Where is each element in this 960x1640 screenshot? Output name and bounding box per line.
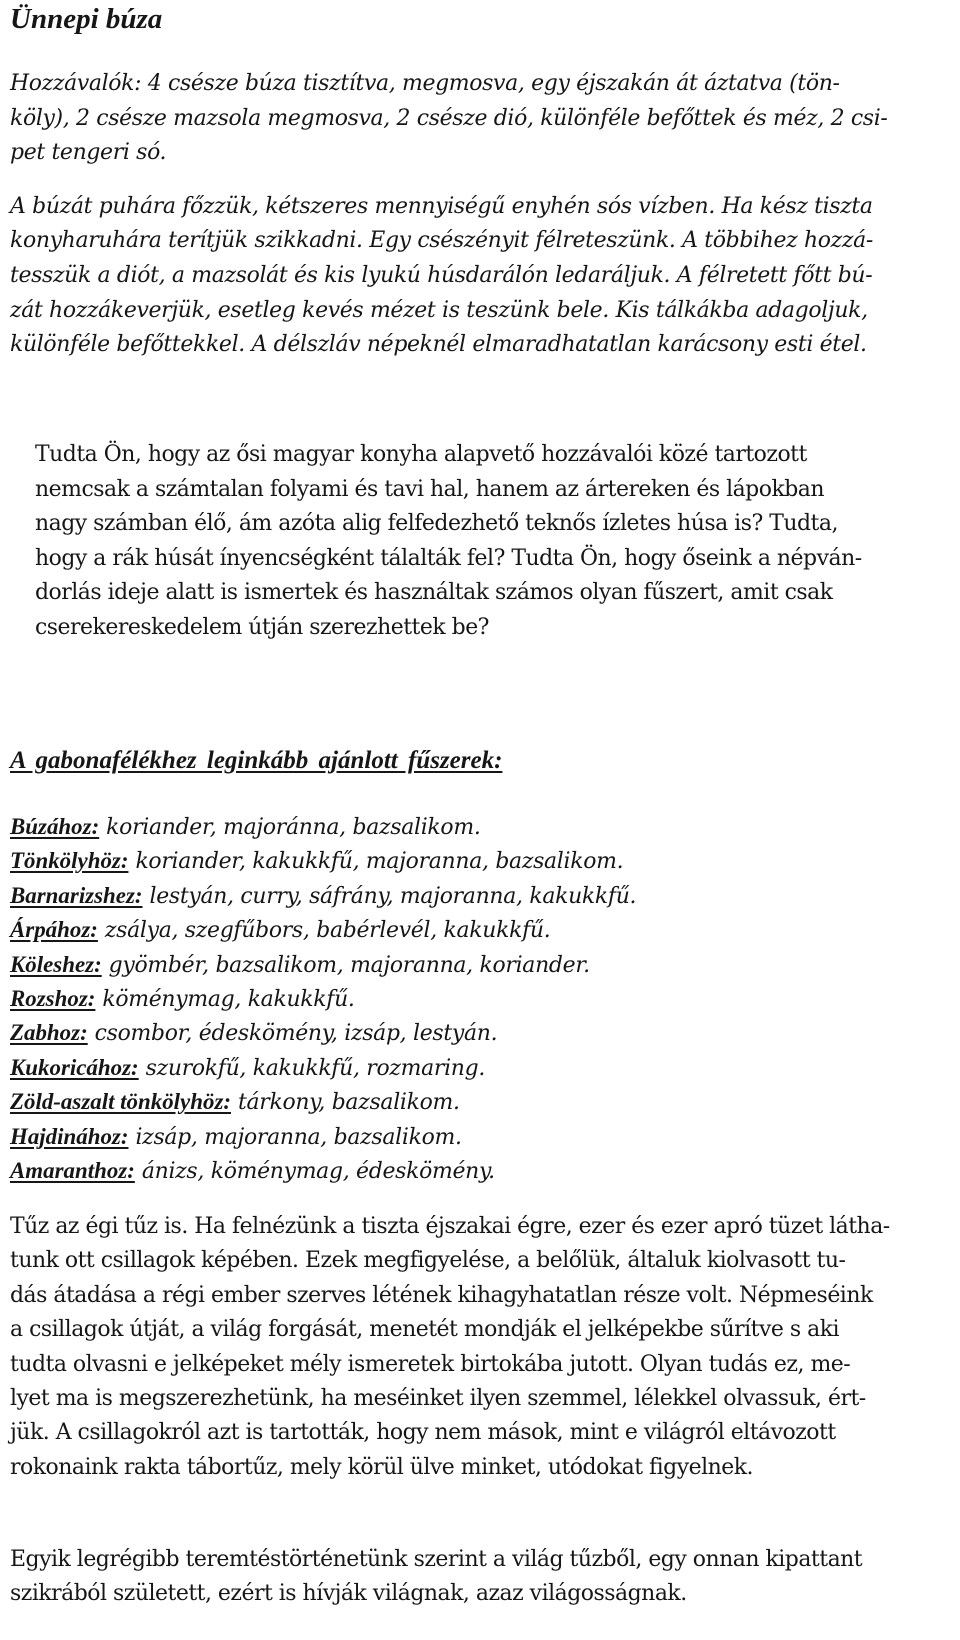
genesis-paragraph — [10, 1543, 960, 1612]
paragraph-line: szikrából született, ezért is hívják világnak, azaz világosságnak. — [10, 1581, 687, 1607]
method-line: zát hozzákeverjük, esetleg kevés mézet is teszünk bele. Kis tálkákba adagoljuk, — [10, 297, 868, 323]
recipe-text — [10, 67, 960, 363]
paragraph-line: rokonaink rakta tábortűz, mely körül ülve minket, utódokat figyelnek. — [10, 1454, 754, 1480]
recipe-title: Ünnepi búza — [10, 3, 163, 35]
paragraph-gap — [10, 171, 960, 190]
grain-name: Rozshoz: — [10, 986, 96, 1012]
spice-item — [10, 879, 636, 913]
spice-values: koriander, majoránna, bazsalikom. — [106, 815, 481, 840]
spice-values: ánizs, köménymag, édeskömény. — [141, 1159, 495, 1185]
paragraph-line: hogy a rák húsát ínyencségként tálalták fel? Tudta Ön, hogy őseink a népván- — [35, 545, 862, 571]
spice-item — [10, 1120, 636, 1154]
spice-values: koriander, kakukkfű, majoranna, bazsalikom. — [135, 849, 624, 875]
ingredients-line: köly), 2 csésze mazsola megmosva, 2 csésze dió, különféle befőttek és méz, 2 csi- — [10, 105, 888, 131]
did-you-know-paragraph — [35, 438, 955, 645]
paragraph-line: tunk ott csillagok képében. Ezek megfigyelése, a belőlük, általuk kiolvasott tu- — [10, 1248, 846, 1274]
grain-name: Kukoricához: — [10, 1054, 139, 1080]
spice-list — [10, 810, 638, 1188]
paragraph-line: nemcsak a számtalan folyami és tavi hal, hanem az ártereken és lápokban — [35, 476, 825, 502]
grain-name: Tönkölyhöz: — [10, 848, 129, 874]
paragraph-line: Tűz az égi tűz is. Ha felnézünk a tiszta éjszakai égre, ezer és ezer apró tüzet látha- — [10, 1214, 890, 1239]
paragraph-line: tudta olvasni e jelképeket mély ismeretek birtokába jutott. Olyan tudás ez, me- — [10, 1351, 851, 1377]
spice-item — [10, 1051, 636, 1085]
paragraph-line: Egyik legrégibb teremtéstörténetünk szerint a világ tűzből, egy onnan kipattant — [10, 1547, 863, 1572]
paragraph-line: nagy számban élő, ám azóta alig felfedezhető teknős ízletes húsa is? Tudta, — [35, 511, 838, 536]
paragraph-line: dorlás ideje alatt is ismertek és használtak számos olyan fűszert, amit csak — [35, 580, 833, 605]
method-line: különféle befőttekkel. A délszláv népeknél elmaradhatatlan karácsony esti étel. — [10, 332, 867, 358]
ingredients-line: pet tengeri só. — [10, 140, 167, 166]
grain-name: Amaranthoz: — [10, 1158, 135, 1184]
spice-values: szurokfű, kakukkfű, rozmaring. — [145, 1055, 486, 1081]
method-line: A búzát puhára főzzük, kétszeres mennyiségű enyhén sós vízben. Ha kész tiszta — [10, 193, 873, 219]
grain-name: Köleshez: — [10, 951, 102, 977]
method-line: tesszük a diót, a mazsolát és kis lyukú húsdarálón ledaráljuk. A félretett főtt bú- — [10, 262, 873, 288]
spice-item — [10, 1085, 636, 1119]
grain-name: Hajdinához: — [10, 1123, 129, 1149]
paragraph-line: lyet ma is megszerezhetünk, ha meséinket ilyen szemmel, lélekkel olvassuk, ért- — [10, 1386, 866, 1412]
spice-item — [10, 810, 636, 844]
grain-name: Barnarizshez: — [10, 882, 143, 908]
ingredients-line: Hozzávalók: 4 csésze búza tisztítva, megmosva, egy éjszakán át áztatva (tön- — [10, 71, 840, 96]
paragraph-line: cserekereskedelem útján szerezhettek be? — [35, 614, 489, 640]
spice-item — [10, 1016, 636, 1050]
spice-item — [10, 982, 636, 1016]
fire-paragraph — [10, 1210, 960, 1485]
grain-name: Árpához: — [10, 917, 98, 943]
spice-values: izsáp, majoranna, bazsalikom. — [135, 1124, 462, 1150]
paragraph-line: a csillagok útját, a világ forgását, menetét mondják el jelképekbe sűrítve s aki — [10, 1317, 840, 1343]
spice-values: tárkony, bazsalikom. — [237, 1090, 460, 1116]
paragraph-line: dás átadása a régi ember szerves létének kihagyhatatlan része volt. Népmeséink — [10, 1282, 873, 1308]
spice-values: gyömbér, bazsalikom, majoranna, koriander. — [108, 952, 590, 978]
paragraph-line: jük. A csillagokról azt is tartották, hogy nem mások, mint e világról eltávozott — [10, 1420, 836, 1446]
spice-item — [10, 913, 636, 947]
grain-name: Zöld-aszalt tönkölyhöz: — [10, 1089, 232, 1115]
spice-item — [10, 948, 636, 982]
grain-name: Zabhoz: — [10, 1020, 88, 1046]
spice-values: zsálya, szegfűbors, babérlevél, kakukkfű. — [104, 918, 551, 944]
method-line: konyharuhára terítjük szikkadni. Egy csészényit félreteszünk. A többihez hozzá- — [10, 228, 873, 254]
grain-name: Búzához: — [10, 814, 100, 839]
spice-item — [10, 1154, 636, 1188]
spice-values: csombor, édeskömény, izsáp, lestyán. — [94, 1021, 498, 1047]
paragraph-line: Tudta Ön, hogy az ősi magyar konyha alapvető hozzávalói közé tartozott — [35, 442, 807, 467]
spice-values: lestyán, curry, sáfrány, majoranna, kakukkfű. — [149, 883, 637, 909]
spice-item — [10, 844, 636, 878]
spice-values: köménymag, kakukkfű. — [102, 987, 355, 1013]
spices-heading: A gabonafélékhez leginkább ajánlott fűszerek: — [10, 747, 503, 774]
